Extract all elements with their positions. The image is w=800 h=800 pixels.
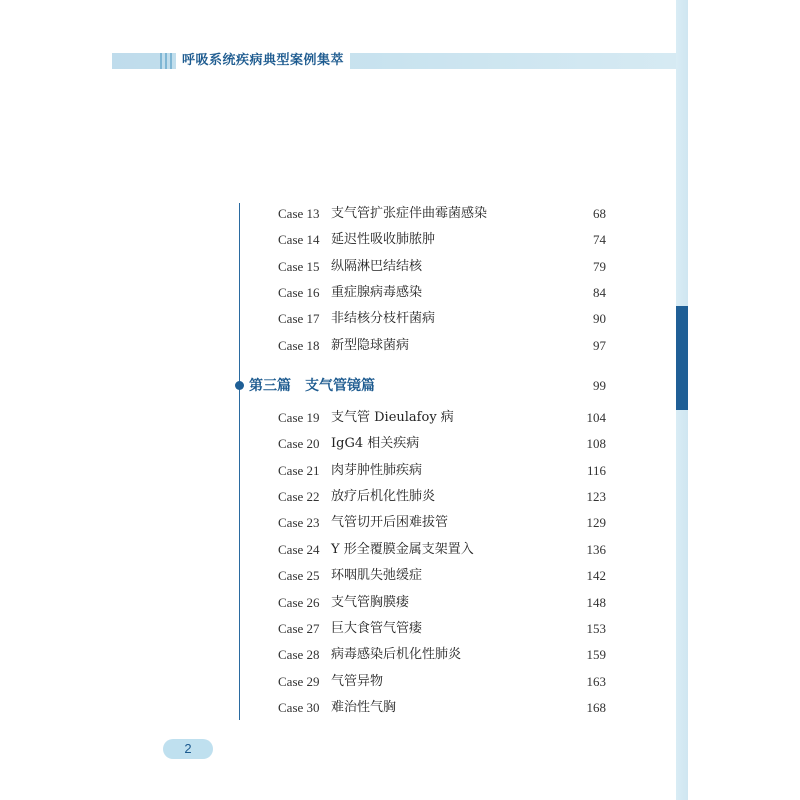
toc-entry[interactable]: [278, 434, 606, 454]
case-number: Case 15: [278, 259, 320, 274]
case-title: 巨大食管气管瘘: [331, 621, 423, 636]
page-number: 74: [593, 232, 606, 247]
page-number: 129: [586, 515, 606, 530]
section-title: 第三篇 支气管镜篇: [249, 378, 375, 394]
page-number: 136: [586, 542, 606, 557]
page-number: 84: [593, 285, 606, 300]
case-title: 新型隐球菌病: [331, 338, 410, 353]
page-number: 123: [586, 489, 606, 504]
case-title: 纵隔淋巴结结核: [331, 259, 423, 274]
case-title: 难治性气胸: [331, 700, 397, 715]
case-number: Case 29: [278, 674, 320, 689]
chapter-edge-tab: [676, 306, 688, 410]
section-heading[interactable]: [249, 375, 606, 397]
case-title: 非结核分枝杆菌病: [331, 311, 436, 326]
case-number: Case 18: [278, 338, 320, 353]
case-title: 支气管胸膜瘘: [331, 595, 410, 610]
toc-entry[interactable]: [278, 513, 606, 533]
case-number: Case 26: [278, 595, 320, 610]
page-number: 153: [586, 621, 606, 636]
toc-entry[interactable]: [278, 645, 606, 665]
toc-entry[interactable]: [278, 672, 606, 692]
page-number: 142: [586, 568, 606, 583]
case-number: Case 25: [278, 568, 320, 583]
page-number: 104: [586, 410, 606, 425]
page-number: 99: [593, 378, 606, 393]
page-number: 163: [586, 674, 606, 689]
case-number: Case 22: [278, 489, 320, 504]
case-title: 支气管 Dieulafoy 病: [331, 410, 454, 425]
page-number: 168: [586, 700, 606, 715]
case-number: Case 21: [278, 463, 320, 478]
case-title: 支气管扩张症伴曲霉菌感染: [331, 206, 488, 221]
case-number: Case 27: [278, 621, 320, 636]
case-number: Case 19: [278, 410, 320, 425]
toc-entry[interactable]: [278, 408, 606, 428]
toc-entry[interactable]: [278, 336, 606, 356]
case-title: IgG4 相关疾病: [331, 436, 420, 451]
toc-entry[interactable]: [278, 204, 606, 224]
case-number: Case 30: [278, 700, 320, 715]
page-number-badge: 2: [163, 739, 213, 759]
toc-entry[interactable]: [278, 309, 606, 329]
book-title: 呼吸系统疾病典型案例集萃: [176, 51, 350, 71]
case-title: 肉芽肿性肺疾病: [331, 463, 423, 478]
toc-entry[interactable]: [278, 461, 606, 481]
page-number: 148: [586, 595, 606, 610]
toc-entry[interactable]: [278, 487, 606, 507]
case-title: 气管切开后困难拔管: [331, 515, 449, 530]
case-title: 延迟性吸收肺脓肿: [331, 232, 436, 247]
toc-entry[interactable]: [278, 230, 606, 250]
header-bars-left: [160, 53, 172, 69]
case-title: Y 形全覆膜金属支架置入: [331, 542, 474, 557]
toc-entry[interactable]: [278, 698, 606, 718]
toc-entry[interactable]: [278, 566, 606, 586]
toc-entry[interactable]: [278, 283, 606, 303]
toc-entry[interactable]: [278, 257, 606, 277]
page-number: 90: [593, 311, 606, 326]
page-number: 97: [593, 338, 606, 353]
case-title: 病毒感染后机化性肺炎: [331, 647, 462, 662]
case-number: Case 24: [278, 542, 320, 557]
section-bullet-icon: [235, 381, 244, 390]
case-number: Case 14: [278, 232, 320, 247]
case-title: 重症腺病毒感染: [331, 285, 423, 300]
case-number: Case 16: [278, 285, 320, 300]
case-number: Case 17: [278, 311, 320, 326]
page-number: 159: [586, 647, 606, 662]
toc-entry[interactable]: [278, 593, 606, 613]
case-number: Case 28: [278, 647, 320, 662]
page-number: 108: [586, 436, 606, 451]
page-number: 116: [586, 463, 606, 478]
case-title: 环咽肌失弛缓症: [331, 568, 423, 583]
toc-entry[interactable]: [278, 619, 606, 639]
page-number: 79: [593, 259, 606, 274]
page-number: 68: [593, 206, 606, 221]
case-number: Case 13: [278, 206, 320, 221]
case-number: Case 23: [278, 515, 320, 530]
case-title: 气管异物: [331, 674, 384, 689]
toc-vertical-rule: [239, 203, 240, 720]
toc-entry[interactable]: [278, 540, 606, 560]
case-title: 放疗后机化性肺炎: [331, 489, 436, 504]
case-number: Case 20: [278, 436, 320, 451]
